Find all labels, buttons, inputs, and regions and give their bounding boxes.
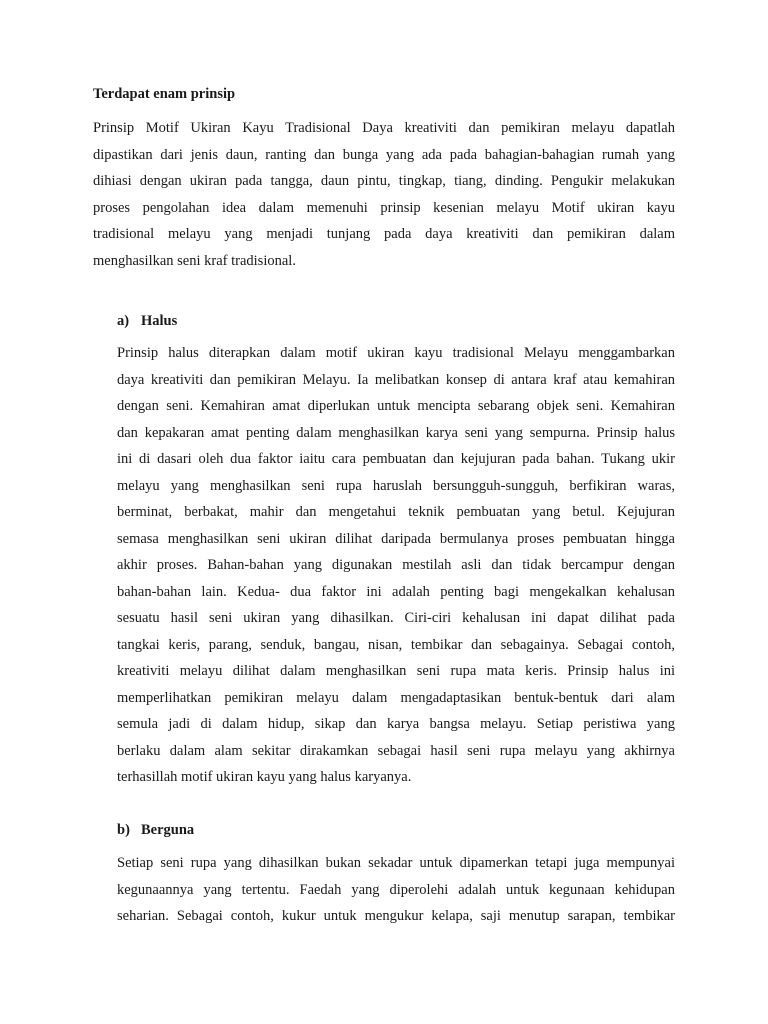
text-line: Prinsip halus diterapkan dalam motif ukiran kayu tradisional Melayu menggambarkan (117, 345, 675, 361)
section-title: Berguna (141, 822, 195, 838)
text-line: tradisional melayu yang menjadi tunjang pada daya kreativiti dan pemikiran dalam (93, 226, 675, 242)
section-marker: b) (117, 822, 130, 838)
text-line: Setiap seni rupa yang dihasilkan bukan sekadar untuk dipamerkan tetapi juga mempunyai (117, 855, 675, 871)
text-line: bahan-bahan lain. Kedua- dua faktor ini adalah penting bagi mengekalkan kehalusan (117, 583, 675, 600)
text-line: akhir proses. Bahan-bahan yang digunakan mestilah asli dan tidak bercampur dengan (117, 557, 675, 573)
text-line: dengan seni. Kemahiran amat diperlukan untuk mencipta sebarang objek seni. Kemahiran (117, 398, 675, 414)
text-line: proses pengolahan idea dalam memenuhi prinsip kesenian melayu Motif ukiran kayu (93, 199, 675, 216)
text-line: sesuatu hasil seni ukiran yang dihasilkan. Ciri-ciri kehalusan ini dapat dilihat pada (117, 610, 675, 626)
text-line: berlaku dalam alam sekitar dirakamkan sebagai hasil seni rupa melayu yang akhirnya (117, 742, 675, 759)
section-paragraph-berguna (117, 850, 675, 930)
intro-paragraph (93, 115, 675, 274)
text-line: dan kepakaran amat penting dalam menghasilkan karya seni yang sempurna. Prinsip halus (117, 424, 675, 441)
text-line: memperlihatkan pemikiran melayu dalam mengadaptasikan bentuk-bentuk dari alam (117, 689, 675, 706)
text-line: kreativiti melayu dilihat dalam menghasilkan seni rupa mata keris. Prinsip halus ini (117, 663, 675, 679)
text-line: Prinsip Motif Ukiran Kayu Tradisional Daya kreativiti dan pemikiran melayu dapatlah (93, 120, 675, 136)
section-heading-halus (117, 313, 177, 330)
text-line: kegunaannya yang tertentu. Faedah yang diperolehi adalah untuk kegunaan kehidupan (117, 881, 675, 898)
text-line: berminat, berbakat, mahir dan mengetahui teknik pembuatan yang betul. Kejujuran (117, 504, 675, 520)
text-line: melayu yang menghasilkan seni rupa haruslah bersungguh-sungguh, berfikiran waras, (117, 477, 675, 494)
text-line: tangkai keris, parang, senduk, bangau, nisan, tembikar dan sebagainya. Sebagai contoh, (117, 636, 675, 653)
text-line: seharian. Sebagai contoh, kukur untuk mengukur kelapa, saji menutup sarapan, tembikar (117, 908, 675, 924)
main-heading: Terdapat enam prinsip (93, 86, 236, 102)
section-title: Halus (141, 313, 178, 329)
section-heading-berguna (117, 822, 194, 839)
section-marker: a) (117, 313, 130, 329)
text-line: semula jadi di dalam hidup, sikap dan karya bangsa melayu. Setiap peristiwa yang (117, 716, 675, 732)
text-line: semasa menghasilkan seni ukiran dilihat daripada bermulanya proses pembuatan hingga (117, 530, 675, 547)
text-line: terhasillah motif ukiran kayu yang halus karyanya. (117, 769, 412, 785)
text-line: ini di dasari oleh dua faktor iaitu cara pembuatan dan kejujuran pada bahan. Tukang ukir (117, 451, 675, 467)
text-line: daya kreativiti dan pemikiran Melayu. Ia melibatkan konsep di antara kraf atau kemahiran (117, 371, 675, 388)
text-line: dihiasi dengan ukiran pada tangga, daun pintu, tingkap, tiang, dinding. Pengukir melakukan (93, 173, 675, 189)
text-line: menghasilkan seni kraf tradisional. (93, 252, 296, 269)
text-line: dipastikan dari jenis daun, ranting dan bunga yang ada pada bahagian-bahagian rumah yang (93, 146, 675, 163)
section-paragraph-halus (117, 340, 675, 791)
